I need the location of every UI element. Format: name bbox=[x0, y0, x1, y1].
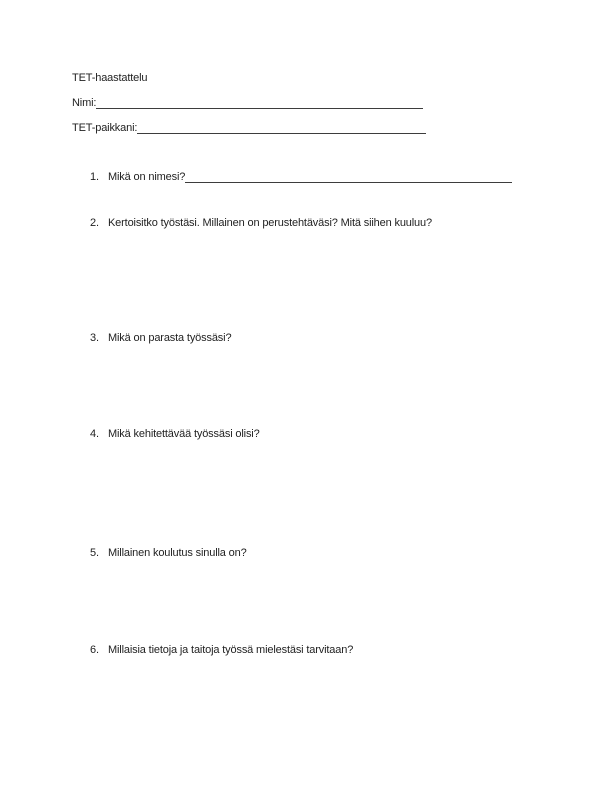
question-item-6 bbox=[90, 643, 353, 657]
question-item-4 bbox=[90, 427, 260, 441]
question-text: Millaisia tietoja ja taitoja työssä mielestäsi tarvitaan? bbox=[108, 644, 354, 656]
question-text: Mikä on nimesi? bbox=[108, 171, 186, 183]
question-number: 1. bbox=[90, 171, 99, 183]
tet-place-field-line bbox=[137, 121, 426, 134]
name-field-row bbox=[72, 96, 423, 110]
page-title: TET-haastattelu bbox=[72, 72, 148, 84]
question-1-answer-line bbox=[185, 170, 512, 183]
question-item-1 bbox=[90, 170, 512, 184]
tet-place-field-label: TET-paikkani: bbox=[72, 122, 138, 134]
question-number: 2. bbox=[90, 217, 99, 229]
question-number: 6. bbox=[90, 644, 99, 656]
question-item-2 bbox=[90, 216, 432, 230]
question-number: 4. bbox=[90, 428, 99, 440]
question-number: 3. bbox=[90, 332, 99, 344]
question-item-5 bbox=[90, 546, 247, 560]
name-field-line bbox=[96, 96, 423, 109]
question-text: Kertoisitko työstäsi. Millainen on perustehtäväsi? Mitä siihen kuuluu? bbox=[108, 217, 432, 229]
question-number: 5. bbox=[90, 547, 99, 559]
tet-place-field-row bbox=[72, 121, 426, 135]
question-text: Millainen koulutus sinulla on? bbox=[108, 547, 247, 559]
question-text: Mikä on parasta työssäsi? bbox=[108, 332, 232, 344]
name-field-label: Nimi: bbox=[72, 97, 97, 109]
question-text: Mikä kehitettävää työssäsi olisi? bbox=[108, 428, 260, 440]
question-item-3 bbox=[90, 331, 231, 345]
